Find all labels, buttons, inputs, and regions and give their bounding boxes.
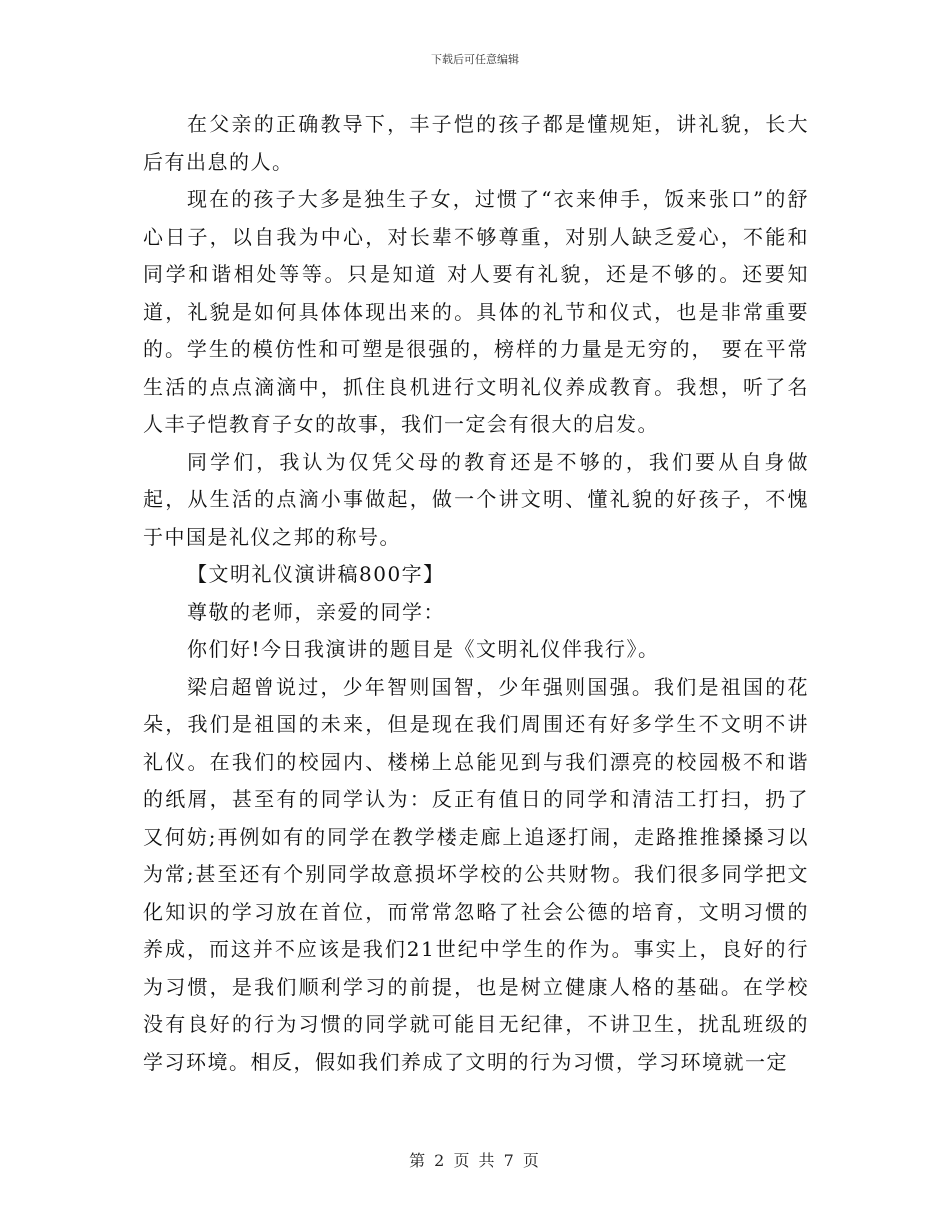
section-heading: 【文明礼仪演讲稿800字】: [187, 562, 445, 586]
salutation: 尊敬的老师，亲爱的同学：: [187, 599, 445, 624]
paragraph: 同学们，我认为仅凭父母的教育还是不够的，我们要从自身做起，从生活的点滴小事做起，做一个讲文明、懂礼貌的好孩子，不愧于中国是礼仪之邦的称号。: [143, 449, 809, 549]
page-footer: 第 2 页 共 7 页: [409, 1151, 541, 1170]
paragraph: 梁启超曾说过，少年智则国智，少年强则国强。我们是祖国的花朵，我们是祖国的未来，但是现在我们周围还有好多学生不文明不讲礼仪。在我们的校园内、楼梯上总能见到与我们漂亮的校园极不和谐的纸屑，甚至有的同学认为：反正有值日的同学和清洁工打扫，扔了又何妨;再例如有的同学在教学楼走廊上追逐打闹，走路推推搡搡习以为常;甚至还有个别同学故意损坏学校的公共财物。我们很多同学把文化知识的学习放在首位，而常常忽略了社会公德的培育，文明习惯的养成，而这并不应该是我们21世纪中学生的作为。事实上，良好的行为习惯，是我们顺利学习的前提，也是树立健康人格的基础。在学校没有良好的行为习惯的同学就可能目无纪律，不讲卫生，扰乱班级的学习环境。相反，假如我们养成了文明的行为习惯，学习环境就一定: [143, 674, 809, 1074]
paragraph: 现在的孩子大多是独生子女，过惯了“衣来伸手，饭来张口”的舒心日子，以自我为中心，对长辈不够尊重，对别人缺乏爱心，不能和同学和谐相处等等。只是知道 对人要有礼貌，还是不够的。还要知道，礼貌是如何具体体现出来的。具体的礼节和仪式，也是非常重要的。学生的模仿性和可塑是很强的，榜样的力量是无穷的， 要在平常生活的点点滴滴中，抓住良机进行文明礼仪养成教育。我想，听了名人丰子恺教育子女的故事，我们一定会有很大的启发。: [143, 187, 809, 436]
document-body: [143, 106, 809, 1081]
greeting: 你们好!今日我演讲的题目是《文明礼仪伴我行》。: [187, 637, 660, 661]
page-header: 下载后可任意编辑: [431, 53, 519, 66]
paragraph: 在父亲的正确教导下，丰子恺的孩子都是懂规矩，讲礼貌，长大后有出息的人。: [143, 112, 809, 174]
